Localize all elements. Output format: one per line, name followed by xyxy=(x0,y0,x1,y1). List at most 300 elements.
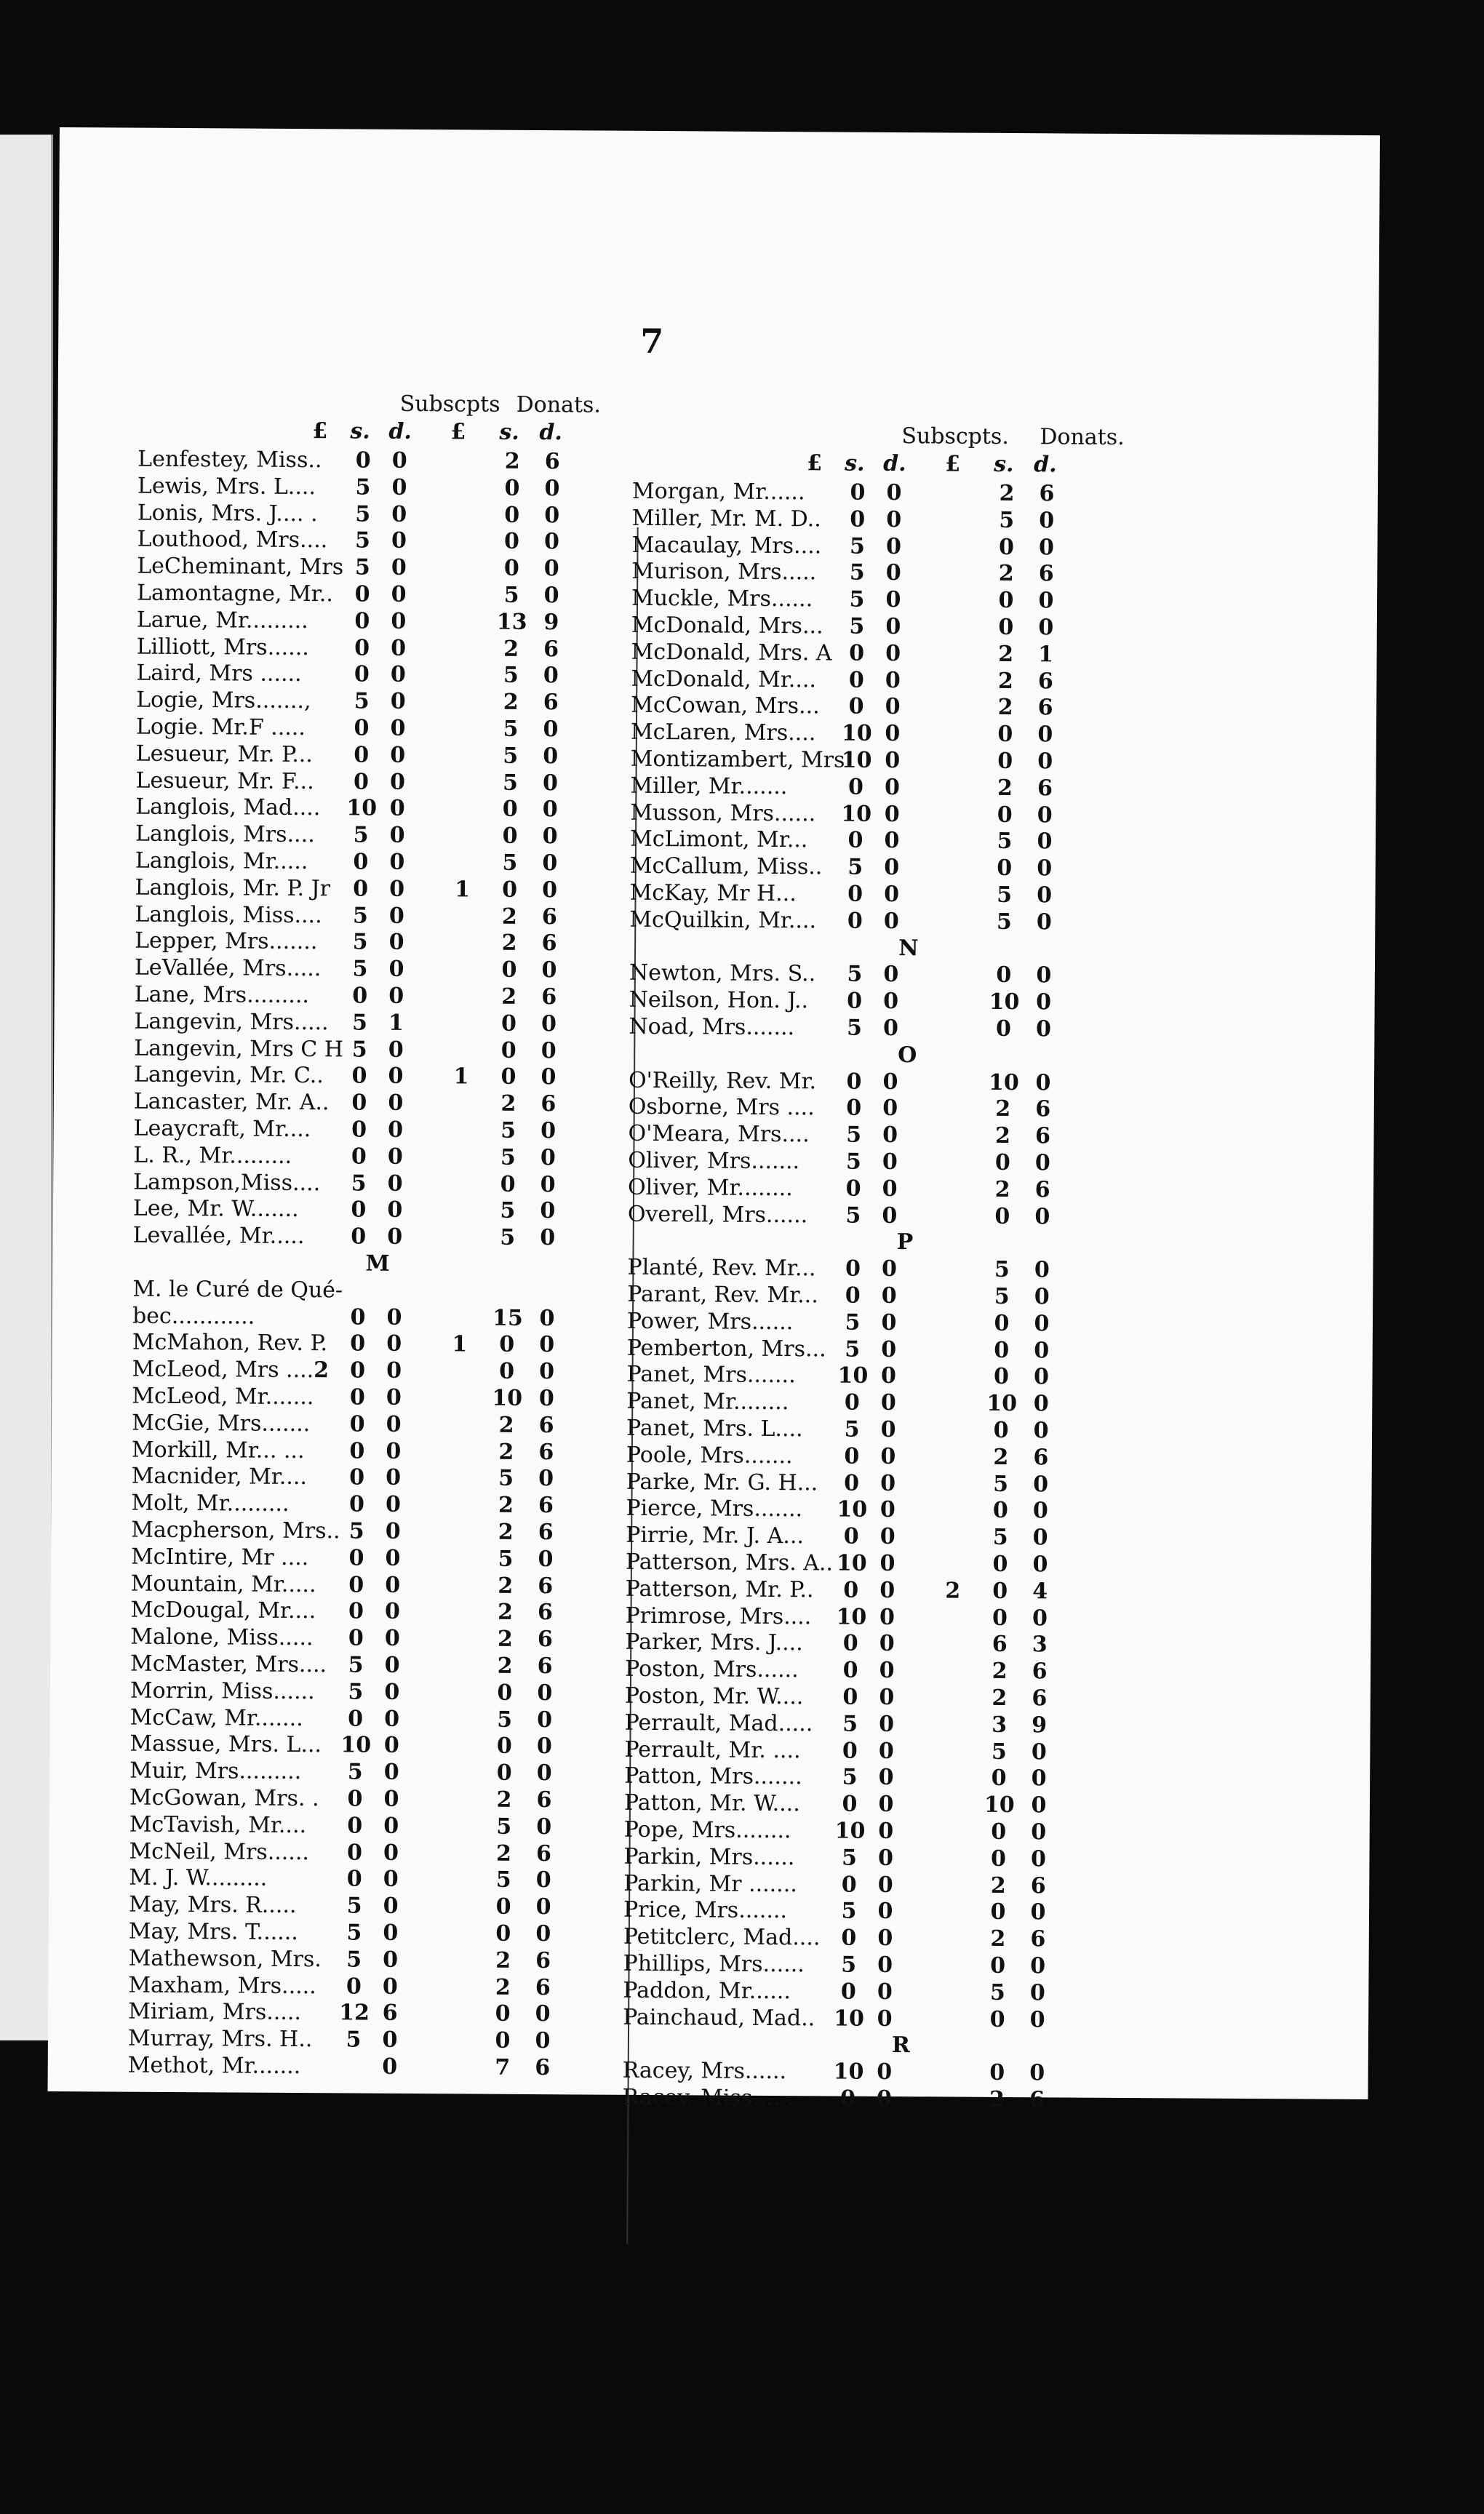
subscriber-name: McLimont, Mr... xyxy=(629,826,808,853)
subscriber-row xyxy=(623,1844,1133,1874)
subscription-pence: 0 xyxy=(390,742,406,768)
subscriber-name: Racey, Mrs...... xyxy=(622,2057,787,2085)
subscription-pence: 0 xyxy=(388,956,404,983)
subscription-pence: 0 xyxy=(882,1096,898,1122)
subscription-shillings: 5 xyxy=(351,1010,368,1036)
donation-pence: 0 xyxy=(1033,1471,1049,1497)
donation-pence: 6 xyxy=(1032,1685,1048,1712)
subscription-shillings: 0 xyxy=(843,1523,859,1549)
donation-pence: 0 xyxy=(540,1010,557,1037)
subscription-pence: 0 xyxy=(386,1331,402,1357)
donation-pence: 0 xyxy=(1030,1899,1046,1926)
subscription-shillings: 0 xyxy=(349,1384,365,1410)
donation-shillings: 0 xyxy=(500,1037,516,1064)
subscriber-name: McGowan, Mrs. . xyxy=(129,1784,319,1812)
subscriber-row xyxy=(629,1014,1138,1044)
subscriber-row xyxy=(626,1469,1136,1499)
subscriber-name: Oliver, Mrs....... xyxy=(628,1147,800,1175)
subscription-pence: 0 xyxy=(878,1818,894,1845)
subscription-pence: 0 xyxy=(382,2054,398,2080)
subscription-pence: 0 xyxy=(382,1974,398,2000)
subscriber-row xyxy=(135,955,644,985)
subscriber-row xyxy=(630,799,1139,829)
subscriber-row xyxy=(624,1763,1133,1793)
subscription-pence: 0 xyxy=(880,1363,897,1389)
subscriber-row xyxy=(629,1067,1138,1097)
donation-shillings: 5 xyxy=(503,663,519,689)
donation-pence: 0 xyxy=(1030,1953,1046,1979)
donation-shillings: 2 xyxy=(498,1439,514,1465)
subscription-pence: 0 xyxy=(878,1738,894,1764)
subscriber-row xyxy=(137,527,646,556)
subscriber-name: McDonald, Mrs... xyxy=(631,612,823,639)
subscription-pence: 0 xyxy=(391,528,407,554)
subscriber-name: Macnider, Mr.... xyxy=(131,1464,308,1491)
subscription-shillings: 0 xyxy=(349,1464,365,1491)
subscription-shillings: 5 xyxy=(346,1920,362,1946)
subscriber-row xyxy=(133,1223,642,1253)
subscription-pence: 0 xyxy=(383,1759,399,1786)
donation-pence: 6 xyxy=(544,449,560,475)
subscription-shillings: 0 xyxy=(844,1443,860,1469)
subscription-pence: 0 xyxy=(382,2027,398,2054)
subscriber-row xyxy=(623,2058,1132,2088)
subscriber-name: bec............ xyxy=(132,1303,255,1330)
donation-shillings: 5 xyxy=(997,829,1013,855)
subscriber-row xyxy=(131,1517,640,1547)
pence-header: d. xyxy=(388,418,412,444)
subscription-shillings: 0 xyxy=(842,1684,858,1710)
subscription-pence: 0 xyxy=(885,721,901,747)
donation-shillings: 2 xyxy=(497,1600,514,1626)
subscription-pence: 0 xyxy=(879,1631,895,1657)
subscriber-name: Langevin, Mr. C.. xyxy=(133,1062,324,1089)
subscriber-name: McLaren, Mrs.... xyxy=(630,719,816,746)
donation-pence: 0 xyxy=(1034,1203,1050,1229)
subscriber-name: Price, Mrs....... xyxy=(623,1897,788,1924)
donation-shillings: 5 xyxy=(997,882,1013,909)
donation-pence: 0 xyxy=(543,663,559,689)
subscriber-name: Lampson,Miss.... xyxy=(133,1169,321,1196)
subscription-pence: 0 xyxy=(882,1069,898,1095)
subscriber-row xyxy=(132,1464,641,1493)
subscriber-name: Macaulay, Mrs.... xyxy=(631,532,822,559)
subscriber-name: Langevin, Mrs C H xyxy=(134,1035,344,1062)
subscription-pence: 0 xyxy=(883,962,899,988)
donation-shillings: 0 xyxy=(994,1203,1010,1229)
donation-shillings: 0 xyxy=(990,1899,1006,1926)
subscription-shillings: 5 xyxy=(849,613,865,639)
subscriber-row xyxy=(629,1094,1138,1124)
subscription-pence: 0 xyxy=(388,1037,404,1063)
subscriber-row xyxy=(137,473,647,503)
subscriber-name: Methot, Mr....... xyxy=(127,2052,301,2080)
subscription-shillings: 5 xyxy=(352,956,368,982)
donation-shillings: 0 xyxy=(993,1417,1009,1444)
donation-shillings: 0 xyxy=(495,2001,511,2027)
subscriber-row xyxy=(130,1677,639,1707)
section-letter: O xyxy=(898,1042,917,1069)
subscription-shillings: 0 xyxy=(348,1625,364,1651)
subscriber-row xyxy=(129,1865,638,1895)
subscription-shillings: 5 xyxy=(351,1170,367,1197)
subscription-pence: 0 xyxy=(386,1357,402,1384)
donation-pence: 6 xyxy=(535,1974,551,2000)
subscriber-name: McTavish, Mr.... xyxy=(129,1811,307,1838)
subscription-shillings: 0 xyxy=(349,1438,365,1464)
subscriber-name: McKay, Mr H... xyxy=(629,879,797,907)
subscriber-name: Langlois, Mad.... xyxy=(135,794,321,821)
subscriber-name: Leaycraft, Mr.... xyxy=(133,1115,311,1143)
subscriber-name: Panet, Mrs. L.... xyxy=(626,1415,803,1442)
subscriber-name: Poole, Mrs....... xyxy=(626,1442,793,1469)
donation-pence: 0 xyxy=(541,957,557,983)
subscriber-row xyxy=(626,1442,1136,1472)
subscription-shillings: 10 xyxy=(837,1496,868,1523)
donation-pence: 6 xyxy=(1035,1096,1051,1122)
subscription-shillings: 5 xyxy=(841,1952,857,1978)
donation-shillings: 5 xyxy=(999,507,1015,533)
subscriber-row xyxy=(631,586,1141,615)
subscriber-row xyxy=(135,848,645,878)
subscriber-name: Poston, Mrs...... xyxy=(624,1656,799,1683)
donation-pence: 0 xyxy=(1034,1257,1050,1283)
subscription-pence: 0 xyxy=(384,1599,401,1625)
subscriber-name: Langlois, Mr..... xyxy=(135,847,308,875)
subscription-pence: 0 xyxy=(885,640,901,666)
donation-shillings: 0 xyxy=(502,797,518,823)
subscriber-name: Langlois, Mr. P. Jr xyxy=(135,874,331,902)
subscription-pence: 0 xyxy=(881,1282,897,1309)
subscriber-row xyxy=(631,612,1141,642)
subscriber-name: M. le Curé de Qué- xyxy=(132,1276,343,1304)
subscription-pence: 0 xyxy=(882,1176,898,1202)
donation-shillings: 6 xyxy=(992,1632,1008,1658)
subscription-shillings: 0 xyxy=(847,988,863,1014)
donation-pence: 6 xyxy=(1037,775,1053,802)
donation-pence: 0 xyxy=(1037,722,1053,748)
subscription-shillings: 0 xyxy=(841,1872,857,1898)
subscription-shillings: 0 xyxy=(845,1256,861,1282)
subscriber-name: M. J. W......... xyxy=(129,1865,268,1892)
donation-shillings: 5 xyxy=(503,582,519,608)
subscription-shillings: 5 xyxy=(845,1149,861,1175)
subscriber-name: Macpherson, Mrs.. xyxy=(131,1517,340,1544)
donation-shillings: 15 xyxy=(492,1305,523,1331)
subscriber-name: Levallée, Mr..... xyxy=(132,1222,305,1250)
subscriber-row xyxy=(136,714,645,744)
subscriber-name: Petitclerc, Mad.... xyxy=(623,1923,821,1951)
donation-shillings: 0 xyxy=(992,1551,1008,1577)
donation-shillings: 0 xyxy=(997,855,1013,882)
subscriber-row xyxy=(135,821,645,851)
subscription-pence: 0 xyxy=(383,1920,399,1946)
subscriber-name: Malone, Miss..... xyxy=(130,1624,314,1651)
subscriber-name: McCaw, Mr....... xyxy=(129,1704,303,1731)
subscriber-row xyxy=(630,773,1139,803)
subscriber-row xyxy=(625,1683,1134,1713)
subscription-shillings: 5 xyxy=(346,1893,362,1919)
subscription-shillings: 5 xyxy=(842,1711,858,1737)
subscription-pence: 0 xyxy=(388,930,404,956)
donation-pence: 4 xyxy=(1032,1579,1048,1605)
subscriber-row xyxy=(132,1410,641,1440)
subscriber-row xyxy=(137,607,646,637)
donation-pence: 0 xyxy=(1029,2060,1045,2086)
subscription-shillings: 5 xyxy=(849,560,865,586)
subscription-pence: 0 xyxy=(886,506,902,532)
donation-pence: 0 xyxy=(543,717,559,743)
subscription-shillings: 10 xyxy=(837,1362,869,1389)
subscription-pence: 0 xyxy=(391,474,407,500)
subscriber-name: Primrose, Mrs.... xyxy=(625,1603,812,1629)
donation-shillings: 2 xyxy=(498,1492,514,1519)
subscription-shillings: 0 xyxy=(850,479,866,506)
subscription-pence: 0 xyxy=(391,554,407,581)
subscription-pence: 0 xyxy=(389,796,405,822)
subscription-pence: 0 xyxy=(877,1899,893,1925)
subscriber-row xyxy=(131,1571,640,1600)
donation-pence: 0 xyxy=(1038,615,1054,641)
subscription-shillings: 5 xyxy=(846,1122,862,1148)
subscription-pence: 0 xyxy=(883,989,899,1015)
donation-pence: 0 xyxy=(542,797,558,823)
subscription-shillings: 0 xyxy=(346,1840,363,1866)
donation-shillings: 0 xyxy=(989,2006,1005,2032)
subscription-shillings: 10 xyxy=(834,1818,866,1844)
subscription-shillings: 5 xyxy=(845,1202,861,1229)
subscriber-row xyxy=(631,559,1141,588)
subscription-shillings: 0 xyxy=(848,667,864,693)
subscription-shillings: 0 xyxy=(844,1470,860,1496)
subscriber-name: Lenfestey, Miss.. xyxy=(137,446,322,474)
donation-shillings: 0 xyxy=(495,1894,511,1920)
donation-shillings: 5 xyxy=(495,1867,511,1894)
donation-shillings: 0 xyxy=(992,1498,1008,1524)
donation-pence: 0 xyxy=(1031,1739,1047,1765)
subscription-shillings: 0 xyxy=(346,1974,362,2000)
subscription-shillings: 10 xyxy=(841,747,872,773)
subscriber-row xyxy=(137,500,647,530)
subscriber-name: LeVallée, Mrs..... xyxy=(134,954,322,982)
donations-header: Donats. xyxy=(516,391,602,418)
subscriber-row xyxy=(631,666,1140,695)
subscription-pence: 0 xyxy=(387,1224,403,1250)
subscription-shillings: 0 xyxy=(350,1304,366,1330)
donation-shillings: 5 xyxy=(996,909,1012,935)
subscription-shillings: 0 xyxy=(850,506,866,532)
subscriber-name: Lamontagne, Mr.. xyxy=(136,580,333,607)
subscriber-row xyxy=(130,1624,639,1654)
donation-shillings: 0 xyxy=(994,1310,1010,1336)
subscription-pence: 0 xyxy=(391,447,407,474)
subscriber-name: Miller, Mr....... xyxy=(630,773,788,799)
subscription-pence: 0 xyxy=(389,769,406,795)
subscription-shillings: 0 xyxy=(349,1411,365,1437)
subscriber-name: McCowan, Mrs... xyxy=(631,693,820,719)
donation-shillings: 2 xyxy=(497,1653,513,1679)
subscriber-row xyxy=(632,479,1141,508)
subscription-shillings: 0 xyxy=(351,1224,367,1250)
subscription-shillings: 5 xyxy=(347,1759,363,1785)
subscriber-row xyxy=(624,1817,1133,1847)
donation-pence: 0 xyxy=(1038,588,1054,614)
subscriber-name: McDougal, Mr.... xyxy=(130,1597,316,1624)
subscription-pence: 0 xyxy=(883,908,899,934)
donation-shillings: 2 xyxy=(501,983,517,1010)
subscriber-name: Pope, Mrs........ xyxy=(623,1816,791,1844)
subscriber-row xyxy=(626,1576,1135,1606)
donation-pence: 0 xyxy=(542,823,558,850)
subscriber-name: Pierce, Mrs....... xyxy=(626,1496,803,1523)
subscription-shillings: 0 xyxy=(348,1545,364,1571)
donation-pence: 0 xyxy=(1036,989,1052,1015)
subscriber-row xyxy=(137,634,646,663)
subscription-pence: 0 xyxy=(390,662,406,688)
subscriber-row xyxy=(132,1437,641,1466)
subscriber-name: Phillips, Mrs...... xyxy=(623,1950,805,1978)
subscriber-row xyxy=(133,1196,642,1226)
donation-shillings: 0 xyxy=(998,534,1015,560)
donation-shillings: 5 xyxy=(992,1525,1008,1551)
subscriber-row xyxy=(136,741,645,770)
subscriber-name: McLeod, Mrs .... xyxy=(132,1356,314,1384)
subscriber-row xyxy=(130,1651,639,1681)
donation-pounds: 1 xyxy=(455,877,471,903)
subscription-pence: 0 xyxy=(878,1765,894,1791)
subscriber-name: Muir, Mrs......... xyxy=(129,1757,302,1785)
subscriber-row xyxy=(630,826,1139,856)
donation-shillings: 0 xyxy=(998,588,1014,614)
donation-pence: 0 xyxy=(1031,1765,1047,1792)
donation-shillings: 2 xyxy=(999,480,1015,507)
donation-pence: 0 xyxy=(538,1466,554,1492)
subscription-pence: 0 xyxy=(885,533,902,559)
subscriber-row xyxy=(133,1169,642,1199)
donation-shillings: 10 xyxy=(492,1385,523,1411)
subscription-shillings: 0 xyxy=(844,1389,860,1416)
subscriber-name: Laird, Mrs ...... xyxy=(136,661,302,687)
pence-header: d. xyxy=(883,450,906,477)
subscriber-row xyxy=(134,1062,643,1092)
donation-pence: 6 xyxy=(1033,1445,1049,1471)
subscription-pence: 0 xyxy=(880,1416,896,1443)
donation-pence: 0 xyxy=(542,770,559,796)
subscriber-row xyxy=(623,1870,1133,1900)
donation-shillings: 0 xyxy=(989,2060,1005,2086)
donation-pence: 6 xyxy=(540,1091,556,1117)
subscription-shillings: 10 xyxy=(340,1732,372,1759)
subscription-pence: 0 xyxy=(877,2006,893,2032)
subscription-pence: 0 xyxy=(390,688,406,715)
donation-shillings: 2 xyxy=(998,641,1014,667)
donation-pence: 0 xyxy=(542,877,558,903)
subscriber-name: McGie, Mrs....... xyxy=(132,1410,311,1437)
subscriber-row xyxy=(623,1951,1132,1981)
donation-shillings: 5 xyxy=(500,1224,516,1251)
subscriber-name: Planté, Rev. Mr... xyxy=(627,1254,816,1282)
subscriber-name: McLeod, Mr....... xyxy=(132,1383,314,1410)
subscriber-name: Langlois, Mrs.... xyxy=(135,821,315,848)
subscriber-row xyxy=(132,1384,641,1413)
subscriber-row xyxy=(137,580,646,610)
donation-shillings: 5 xyxy=(496,1813,512,1840)
donation-shillings: 2 xyxy=(504,448,520,474)
subscription-pence: 0 xyxy=(384,1652,400,1678)
shilling-header: s. xyxy=(994,451,1014,478)
subscriber-name: Osborne, Mrs .... xyxy=(628,1094,815,1121)
donation-pence: 6 xyxy=(1035,1123,1051,1149)
subscription-pence: 0 xyxy=(391,608,407,634)
subscription-shillings: 5 xyxy=(348,1652,364,1678)
subscription-shillings: 5 xyxy=(847,962,863,988)
donation-shillings: 5 xyxy=(497,1707,513,1733)
subscription-pence: 0 xyxy=(391,635,407,661)
subscriber-row xyxy=(129,1945,638,1975)
subscription-shillings: 0 xyxy=(846,1096,862,1122)
donation-pounds: 1 xyxy=(452,1331,468,1357)
donation-pence: 6 xyxy=(1037,668,1053,694)
donation-pence: 0 xyxy=(1038,534,1055,560)
subscriptions-header: Subscpts xyxy=(399,391,500,418)
subscriber-name: Paddon, Mr...... xyxy=(623,1977,791,2004)
subscriber-name: McDonald, Mrs. A xyxy=(631,639,832,666)
donation-shillings: 2 xyxy=(998,561,1014,587)
subscription-shillings: 0 xyxy=(353,769,370,795)
donation-shillings: 0 xyxy=(998,614,1014,641)
subscription-pence: 0 xyxy=(383,1867,399,1893)
donation-shillings: 0 xyxy=(991,1765,1007,1792)
subscriber-row xyxy=(624,1790,1133,1820)
subscriber-name: Montizambert, Mrs xyxy=(630,746,845,773)
subscriber-row xyxy=(129,1919,638,1949)
subscriber-row xyxy=(137,554,646,583)
donation-shillings: 0 xyxy=(500,1010,517,1037)
donation-shillings: 5 xyxy=(993,1471,1009,1497)
subscriber-name: Perrault, Mr. .... xyxy=(624,1736,801,1763)
subscriber-name: Pemberton, Mrs... xyxy=(626,1335,826,1362)
subscriber-name: Morkill, Mr... ... xyxy=(131,1437,305,1464)
subscriber-row xyxy=(129,1731,639,1761)
subscriptions-header: Subscpts. xyxy=(901,423,1010,450)
donation-shillings: 2 xyxy=(995,1123,1011,1149)
donation-pence: 0 xyxy=(537,1707,553,1733)
subscription-pence: 0 xyxy=(879,1604,895,1630)
subscriber-row xyxy=(628,1148,1137,1178)
subscriber-name: Panet, Mrs....... xyxy=(626,1362,796,1389)
subscription-shillings: 0 xyxy=(353,849,369,875)
subscriber-name: Patterson, Mrs. A.. xyxy=(625,1549,834,1576)
subscriber-name: Panet, Mr........ xyxy=(626,1388,789,1416)
subscription-pence: 0 xyxy=(385,1491,401,1518)
subscriber-row xyxy=(129,1811,639,1841)
subscriber-name: L. R., Mr......... xyxy=(133,1142,292,1169)
subscriber-row xyxy=(134,1008,643,1038)
subscriber-row xyxy=(628,1121,1137,1151)
donation-pence: 6 xyxy=(535,2055,551,2081)
subscriber-name: Newton, Mrs. S.. xyxy=(629,960,816,987)
donation-shillings: 2 xyxy=(500,1090,516,1117)
subscriber-row xyxy=(627,1255,1136,1285)
donation-pence: 0 xyxy=(544,475,560,502)
subscriber-name: Poston, Mr. W.... xyxy=(624,1683,804,1710)
donation-shillings: 0 xyxy=(499,1358,515,1385)
donation-shillings: 0 xyxy=(495,1920,511,1947)
subscription-shillings: 10 xyxy=(841,801,872,827)
donation-pence: 1 xyxy=(1038,642,1054,668)
subscriber-name: Morrin, Miss...... xyxy=(129,1677,315,1704)
subscription-pence: 0 xyxy=(390,715,406,741)
